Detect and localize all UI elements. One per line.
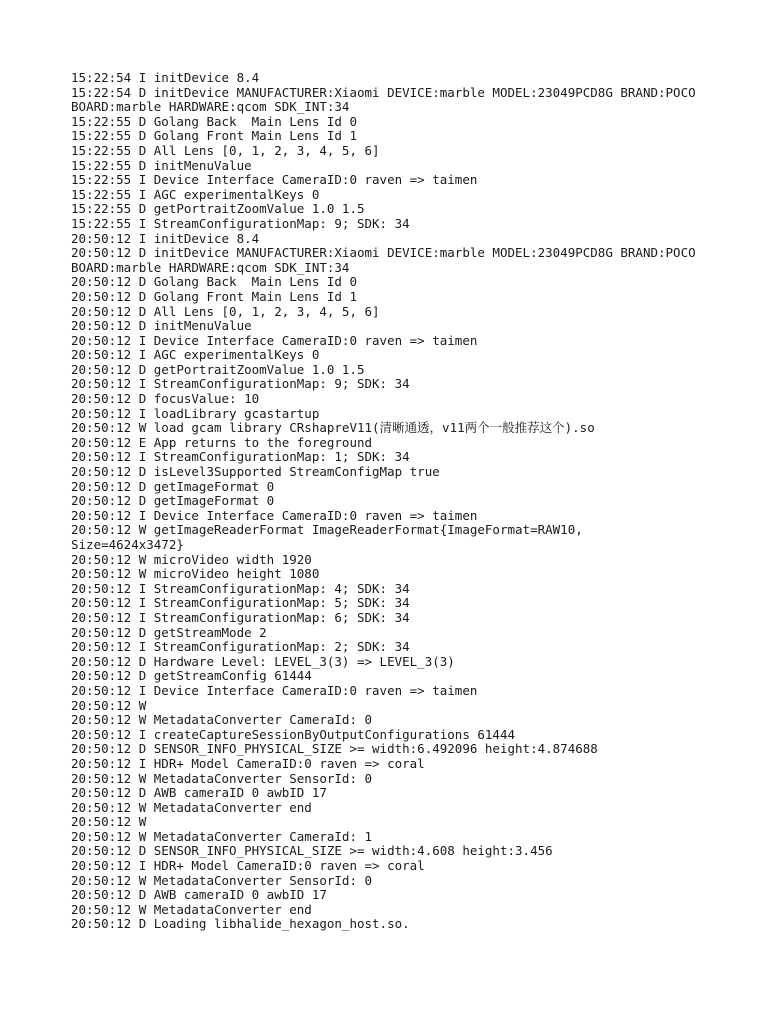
- log-line: 15:22:55 I StreamConfigurationMap: 9; SDK: 34: [71, 215, 410, 231]
- log-line: 20:50:12 W MetadataConverter SensorId: 0: [71, 872, 373, 888]
- log-line: 20:50:12 D SENSOR_INFO_PHYSICAL_SIZE >= width:6.492096 height:4.874688: [71, 741, 598, 757]
- log-line: 20:50:12 D Golang Front Main Lens Id 1: [71, 288, 357, 304]
- log-line: 20:50:12 D getPortraitZoomValue 1.0 1.5: [71, 361, 365, 377]
- log-line: 20:50:12 I StreamConfigurationMap: 4; SDK: 34: [71, 580, 410, 596]
- log-line: 20:50:12 I StreamConfigurationMap: 1; SDK: 34: [71, 449, 410, 465]
- log-line: 20:50:12 I StreamConfigurationMap: 9; SDK: 34: [71, 376, 410, 392]
- log-line: 20:50:12 W load gcam library CRshapreV11(清晰通透，v11两个一般推荐这个).so: [71, 420, 595, 436]
- log-line: 15:22:55 I Device Interface CameraID:0 raven => taimen: [71, 172, 478, 188]
- log-line: 20:50:12 I StreamConfigurationMap: 5; SDK: 34: [71, 595, 410, 611]
- log-line: 20:50:12 D Golang Back Main Lens Id 0: [71, 274, 357, 290]
- log-line: 20:50:12 D getImageFormat 0: [71, 493, 275, 509]
- log-line: 15:22:55 D All Lens [0, 1, 2, 3, 4, 5, 6]: [71, 142, 380, 158]
- log-line: 20:50:12 W: [71, 697, 147, 713]
- log-line: 20:50:12 I Device Interface CameraID:0 raven => taimen: [71, 682, 478, 698]
- log-line: 20:50:12 I StreamConfigurationMap: 2; SDK: 34: [71, 639, 410, 655]
- log-text-block: [71, 71, 731, 932]
- log-line: 20:50:12 I createCaptureSessionByOutputConfigurations 61444: [71, 726, 516, 742]
- log-line: 20:50:12 W MetadataConverter CameraId: 1: [71, 828, 373, 844]
- log-line: Size=4624x3472}: [71, 537, 184, 552]
- log-line: 15:22:55 D Golang Front Main Lens Id 1: [71, 128, 357, 144]
- log-line: 20:50:12 D AWB cameraID 0 awbID 17: [71, 785, 327, 801]
- log-line: 20:50:12 D isLevel3Supported StreamConfigMap true: [71, 464, 440, 480]
- log-line: 20:50:12 W microVideo height 1080: [71, 566, 320, 582]
- log-line: 20:50:12 E App returns to the foreground: [71, 434, 373, 450]
- log-line: BOARD:marble HARDWARE:qcom SDK_INT:34: [71, 99, 350, 115]
- log-line: 20:50:12 I Device Interface CameraID:0 raven => taimen: [71, 507, 478, 523]
- log-line: 20:50:12 W getImageReaderFormat ImageReaderFormat{ImageFormat=RAW10,: [71, 522, 583, 538]
- log-line: 20:50:12 D getStreamMode 2: [71, 624, 267, 640]
- log-line: 20:50:12 W MetadataConverter end: [71, 901, 312, 917]
- log-line: 20:50:12 I loadLibrary gcastartup: [71, 405, 320, 421]
- log-line: 20:50:12 D SENSOR_INFO_PHYSICAL_SIZE >= width:4.608 height:3.456: [71, 843, 553, 859]
- log-line: 15:22:55 D getPortraitZoomValue 1.0 1.5: [71, 201, 365, 217]
- log-line: 20:50:12 I AGC experimentalKeys 0: [71, 347, 320, 363]
- log-line: 20:50:12 D focusValue: 10: [71, 391, 260, 407]
- log-line: 20:50:12 I StreamConfigurationMap: 6; SDK: 34: [71, 609, 410, 625]
- log-line: 20:50:12 I initDevice 8.4: [71, 230, 260, 246]
- log-line: 20:50:12 D Loading libhalide_hexagon_host.so.: [71, 916, 410, 932]
- log-line: 20:50:12 I HDR+ Model CameraID:0 raven => coral: [71, 755, 425, 771]
- log-line: BOARD:marble HARDWARE:qcom SDK_INT:34: [71, 259, 350, 275]
- log-line: 20:50:12 D All Lens [0, 1, 2, 3, 4, 5, 6]: [71, 303, 380, 319]
- log-line: 20:50:12 D initMenuValue: [71, 318, 252, 334]
- log-line: 15:22:55 D Golang Back Main Lens Id 0: [71, 113, 357, 129]
- log-line: 20:50:12 D AWB cameraID 0 awbID 17: [71, 887, 327, 903]
- log-line: 20:50:12 W MetadataConverter end: [71, 799, 312, 815]
- log-line: 20:50:12 W MetadataConverter SensorId: 0: [71, 770, 373, 786]
- log-line: 15:22:55 D initMenuValue: [71, 157, 252, 173]
- log-line: 20:50:12 W microVideo width 1920: [71, 551, 312, 567]
- log-line: 20:50:12 D initDevice MANUFACTURER:Xiaomi DEVICE:marble MODEL:23049PCD8G BRAND:POCO: [71, 245, 696, 261]
- log-line: 20:50:12 D Hardware Level: LEVEL_3(3) => LEVEL_3(3): [71, 653, 455, 669]
- log-line: 20:50:12 W: [71, 814, 147, 830]
- log-line: 20:50:12 I Device Interface CameraID:0 raven => taimen: [71, 332, 478, 348]
- log-line: 15:22:54 I initDevice 8.4: [71, 70, 260, 85]
- log-line: 20:50:12 I HDR+ Model CameraID:0 raven => coral: [71, 858, 425, 874]
- log-line: 20:50:12 D getImageFormat 0: [71, 478, 275, 494]
- log-line: 20:50:12 W MetadataConverter CameraId: 0: [71, 712, 373, 728]
- log-line: 15:22:55 I AGC experimentalKeys 0: [71, 186, 320, 202]
- log-line: 15:22:54 D initDevice MANUFACTURER:Xiaomi DEVICE:marble MODEL:23049PCD8G BRAND:POCO: [71, 84, 696, 100]
- log-line: 20:50:12 D getStreamConfig 61444: [71, 668, 312, 684]
